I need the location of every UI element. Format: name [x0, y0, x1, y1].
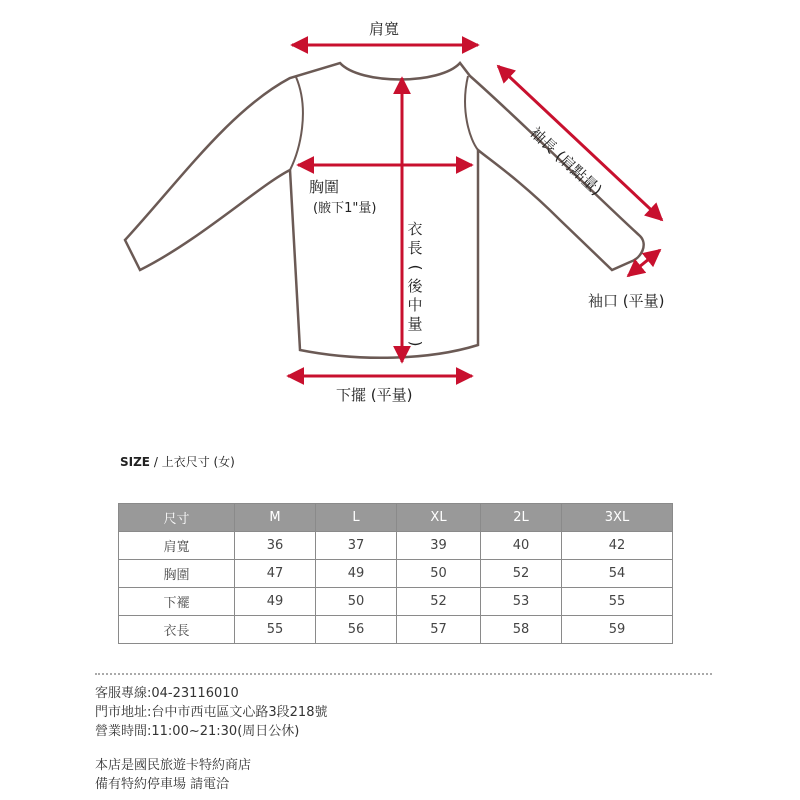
chest-label: 胸圍 [309, 178, 340, 196]
length-label-char: 量 [407, 315, 423, 333]
length-label-char: ) [406, 340, 425, 347]
table-row [119, 616, 673, 644]
row-label-cell: 下襬 [119, 588, 235, 616]
shoulder-label: 肩寬 [369, 20, 400, 38]
value-cell: 47 [235, 560, 316, 588]
hem-label: 下擺 (平量) [336, 386, 413, 404]
value-cell: 58 [481, 616, 562, 644]
dotted-divider [95, 673, 712, 675]
size-table [118, 503, 673, 644]
value-cell: 56 [316, 616, 397, 644]
value-cell: 49 [316, 560, 397, 588]
right-armhole-seam [465, 76, 478, 150]
header-cell: L [316, 504, 397, 532]
value-cell: 52 [481, 560, 562, 588]
header-cell: 3XL [562, 504, 673, 532]
value-cell: 57 [397, 616, 481, 644]
table-row [119, 532, 673, 560]
address-line: 門市地址:台中市西屯區文心路3段218號 [95, 705, 328, 720]
row-label-cell: 衣長 [119, 616, 235, 644]
size-table-header-row [119, 504, 673, 532]
header-cell: 2L [481, 504, 562, 532]
hours-line: 營業時間:11:00~21:30(周日公休) [95, 724, 300, 739]
row-label-cell: 胸圍 [119, 560, 235, 588]
table-row [119, 588, 673, 616]
value-cell: 50 [316, 588, 397, 616]
cuff-arrow [628, 250, 660, 276]
parking-line: 備有特約停車場 請電洽 [95, 777, 230, 792]
table-row [119, 560, 673, 588]
size-title-rest: / 上衣尺寸 (女) [150, 455, 235, 469]
value-cell: 55 [562, 588, 673, 616]
value-cell: 36 [235, 532, 316, 560]
value-cell: 40 [481, 532, 562, 560]
phone-line: 客服專線:04-23116010 [95, 686, 239, 701]
header-cell: 尺寸 [119, 504, 235, 532]
value-cell: 39 [397, 532, 481, 560]
length-label-char: 後 [407, 277, 423, 295]
length-label-char: 衣 [407, 220, 423, 238]
header-cell: XL [397, 504, 481, 532]
value-cell: 59 [562, 616, 673, 644]
row-label-cell: 肩寬 [119, 532, 235, 560]
sleeve-arrow [498, 66, 662, 220]
length-label-char: 長 [407, 239, 423, 257]
value-cell: 55 [235, 616, 316, 644]
size-title-bold: SIZE [120, 455, 151, 469]
length-label-char: ( [406, 264, 425, 271]
value-cell: 50 [397, 560, 481, 588]
chest-note: (腋下1"量) [313, 201, 377, 216]
length-label [405, 220, 425, 353]
value-cell: 52 [397, 588, 481, 616]
travel-card-line: 本店是國民旅遊卡特約商店 [95, 758, 252, 773]
sweater-outline [125, 63, 644, 358]
cuff-label: 袖口 (平量) [588, 292, 665, 310]
left-armhole-seam [290, 77, 303, 170]
value-cell: 49 [235, 588, 316, 616]
header-cell: M [235, 504, 316, 532]
sleeve-label: 袖長 (肩點量) [526, 123, 606, 200]
value-cell: 37 [316, 532, 397, 560]
value-cell: 53 [481, 588, 562, 616]
value-cell: 42 [562, 532, 673, 560]
value-cell: 54 [562, 560, 673, 588]
length-label-char: 中 [407, 296, 423, 314]
size-section-title [120, 453, 235, 470]
